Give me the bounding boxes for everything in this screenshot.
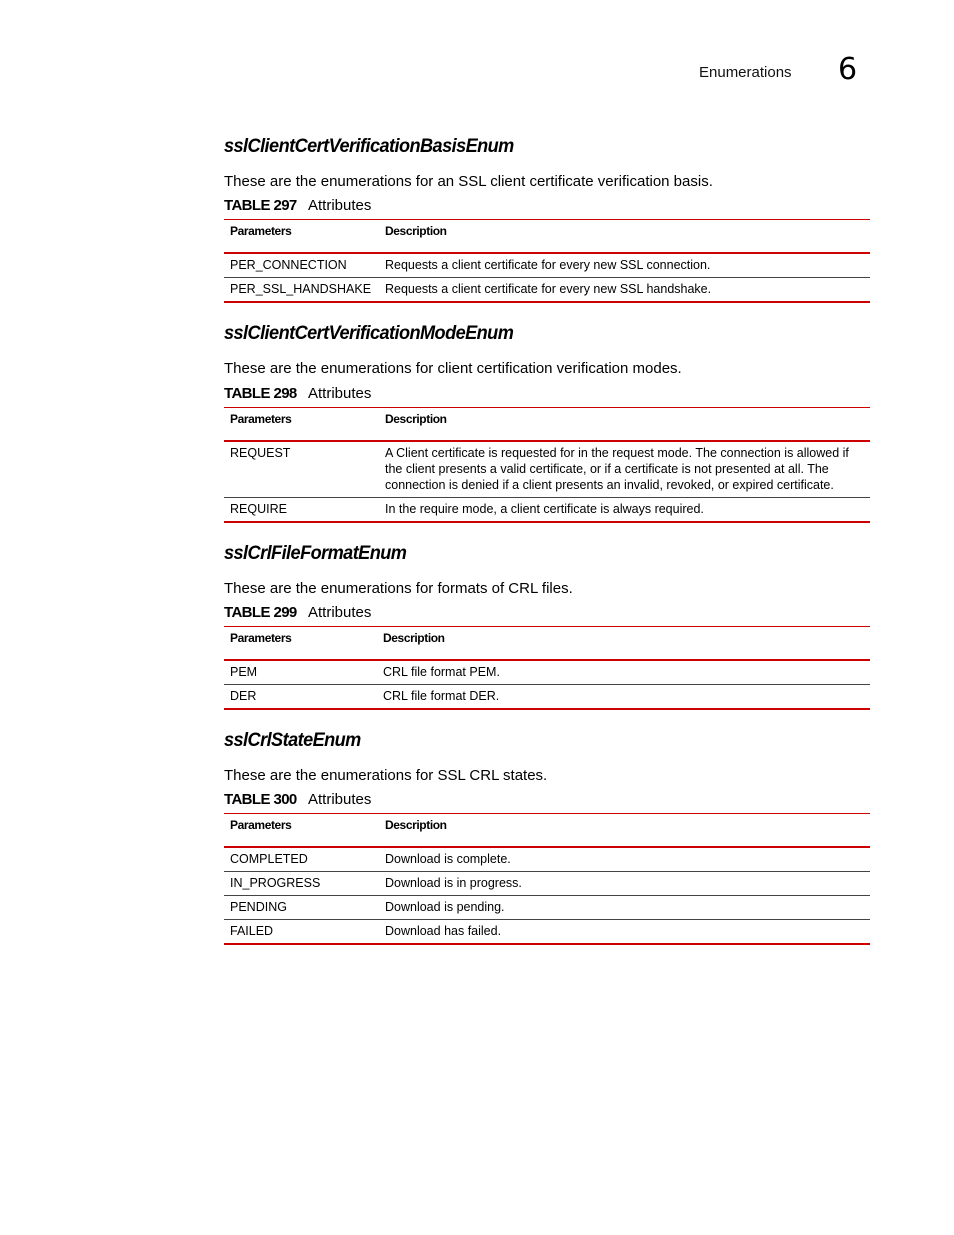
section-intro: These are the enumerations for formats of CRL files.: [224, 580, 573, 597]
running-head: Enumerations: [699, 64, 792, 81]
parameter-cell: PEM: [230, 665, 258, 679]
column-header-parameters: Parameters: [230, 818, 292, 832]
table-caption: [224, 790, 870, 810]
description-cell: Requests a client certificate for every new SSL connection.: [385, 258, 711, 272]
column-header-parameters: Parameters: [230, 412, 292, 426]
table-number: TABLE 297: [224, 197, 297, 214]
section-intro: These are the enumerations for an SSL client certificate verification basis.: [224, 173, 713, 190]
table-row: [224, 872, 870, 896]
table-caption-text: Attributes: [308, 197, 372, 214]
chapter-number: 6: [838, 52, 858, 87]
table-number: TABLE 298: [224, 385, 297, 402]
attributes-table: [224, 407, 870, 523]
parameter-cell: PER_CONNECTION: [230, 258, 347, 272]
table-number: TABLE 300: [224, 791, 297, 808]
section-intro: These are the enumerations for client certification verification modes.: [224, 360, 682, 377]
column-header-description: Description: [383, 631, 445, 645]
table-caption: [224, 384, 870, 404]
description-cell: Download is complete.: [385, 852, 511, 866]
parameter-cell: REQUIRE: [230, 502, 287, 516]
description-cell: A Client certificate is requested for in the request mode. The connection is allowed if the client presents a valid certificate, or if a certificate is not presented at all. The connection is denied if a client presents an invalid, revoked, or expired certificate.: [385, 446, 849, 492]
table-row: [224, 498, 870, 523]
table-row: [224, 660, 870, 685]
table-header-row: [224, 220, 870, 254]
table-row: [224, 847, 870, 872]
parameter-cell: COMPLETED: [230, 852, 308, 866]
description-cell: CRL file format PEM.: [383, 665, 500, 679]
description-cell: Download is in progress.: [385, 876, 522, 890]
table-row: [224, 896, 870, 920]
section-ssl-crl-file-format: [224, 541, 870, 710]
parameter-cell: DER: [230, 689, 257, 703]
table-header-row: [224, 627, 870, 661]
table-caption-text: Attributes: [308, 791, 372, 808]
table-row: [224, 253, 870, 278]
column-header-description: Description: [385, 412, 447, 426]
attributes-table: [224, 219, 870, 303]
description-cell: CRL file format DER.: [383, 689, 500, 703]
section-intro: These are the enumerations for SSL CRL states.: [224, 767, 548, 784]
table-header-row: [224, 408, 870, 442]
description-cell: In the require mode, a client certificate is always required.: [385, 502, 704, 516]
table-row: [224, 685, 870, 710]
attributes-table: [224, 813, 870, 945]
attributes-table: [224, 626, 870, 710]
section-title: sslCrlFileFormatEnum: [224, 542, 407, 564]
section-title: sslClientCertVerificationBasisEnum: [224, 135, 514, 157]
column-header-description: Description: [385, 818, 447, 832]
section-ssl-client-cert-verification-basis: [224, 134, 870, 303]
section-ssl-crl-state: [224, 728, 870, 945]
section-ssl-client-cert-verification-mode: [224, 321, 870, 523]
parameter-cell: PENDING: [230, 900, 287, 914]
column-header-parameters: Parameters: [230, 631, 292, 645]
table-header-row: [224, 814, 870, 848]
column-header-parameters: Parameters: [230, 224, 292, 238]
table-row: [224, 920, 870, 945]
description-cell: Requests a client certificate for every new SSL handshake.: [385, 282, 712, 296]
table-caption: [224, 196, 870, 216]
table-row: [224, 278, 870, 303]
parameter-cell: FAILED: [230, 924, 274, 938]
table-row: [224, 441, 870, 498]
table-number: TABLE 299: [224, 604, 297, 621]
parameter-cell: REQUEST: [230, 446, 291, 460]
parameter-cell: IN_PROGRESS: [230, 876, 321, 890]
section-title: sslClientCertVerificationModeEnum: [224, 322, 514, 344]
parameter-cell: PER_SSL_HANDSHAKE: [230, 282, 372, 296]
section-title: sslCrlStateEnum: [224, 729, 361, 751]
description-cell: Download is pending.: [385, 900, 505, 914]
table-caption: [224, 603, 870, 623]
table-caption-text: Attributes: [308, 604, 372, 621]
table-caption-text: Attributes: [308, 385, 372, 402]
column-header-description: Description: [385, 224, 447, 238]
description-cell: Download has failed.: [385, 924, 502, 938]
